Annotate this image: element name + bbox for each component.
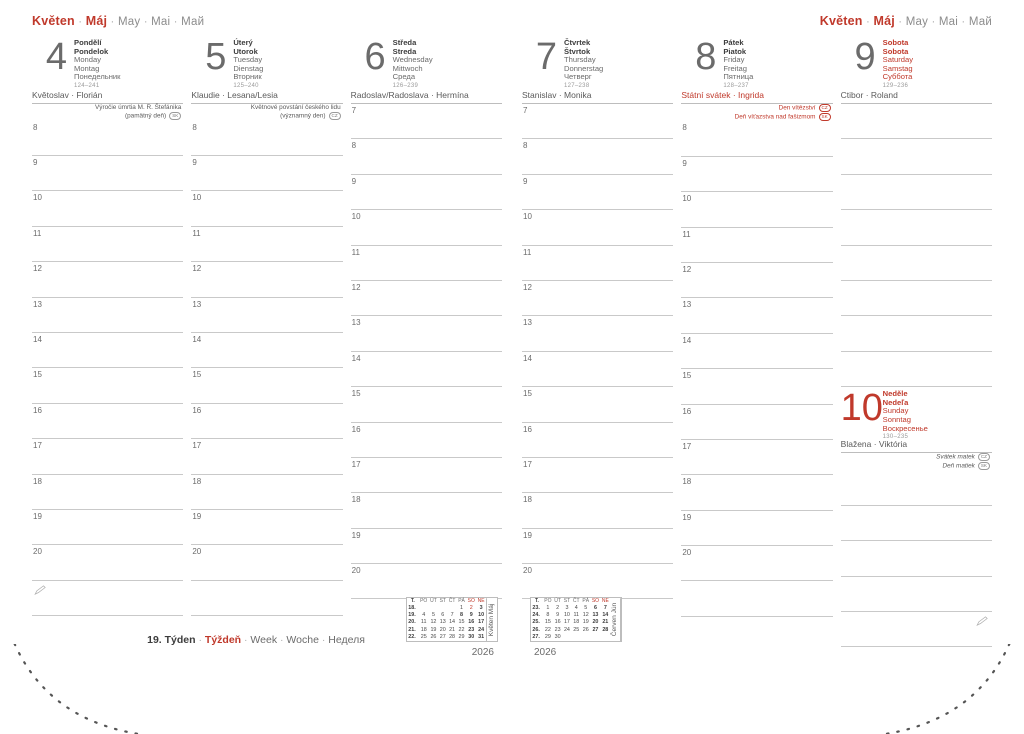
day-notes — [191, 104, 342, 121]
hour-row[interactable]: 8 — [32, 121, 183, 156]
month-header-right: Květen · Máj · May · Mai · Май — [819, 14, 992, 28]
hour-row[interactable]: 9 — [351, 175, 502, 210]
day-name-de: Montag — [74, 63, 100, 73]
day-number: 7 — [535, 36, 557, 78]
hour-row[interactable]: 14 — [681, 334, 832, 369]
left-page — [0, 0, 512, 690]
hour-row[interactable]: 17 — [681, 440, 832, 475]
day-name-en: Thursday — [564, 55, 596, 65]
hour-row[interactable]: 20 — [191, 545, 342, 580]
hour-row[interactable]: 7 — [522, 104, 673, 139]
week-number-line: 19. Týden · Týždeň · Week · Woche · Неделя — [147, 634, 365, 646]
page-corner-dots-right — [870, 644, 1020, 734]
region-badge: CZ — [819, 104, 831, 112]
hour-row[interactable]: 9 — [522, 175, 673, 210]
mini-col-su: NE — [477, 597, 485, 604]
left-day-columns — [32, 36, 502, 616]
year-label-right: 2026 — [534, 647, 557, 658]
day-name-ru: Пятница — [723, 72, 754, 82]
week-label-en: Week — [250, 634, 278, 646]
hour-row[interactable]: 12 — [681, 263, 832, 298]
mini-row: 22. 25 26 27 28 29 30 31 — [408, 633, 485, 640]
day-name-de: Donnerstag — [564, 63, 604, 73]
day-notes — [32, 104, 183, 121]
day-number: 9 — [854, 36, 876, 78]
mini-row: 23. 1 2 3 4 5 6 7 — [532, 604, 607, 611]
hour-row[interactable]: 11 — [522, 246, 673, 281]
mini-header-row — [407, 598, 486, 605]
hour-row[interactable]: 16 — [191, 404, 342, 439]
month-label-de: Mai — [151, 16, 171, 28]
mini-calendar-table[interactable] — [531, 598, 610, 641]
right-day-columns — [522, 36, 992, 647]
month-label-sk: Máj — [85, 14, 108, 28]
hour-row[interactable] — [841, 506, 992, 541]
day-name-en: Friday — [723, 55, 745, 65]
day-name-ru: Понедельник — [74, 72, 121, 82]
day-name-en: Tuesday — [233, 55, 263, 65]
day-of-year: 128–237 — [723, 82, 749, 89]
month-label-cz: Květen — [32, 14, 75, 28]
day-number: 8 — [695, 36, 717, 78]
hour-row[interactable]: 18 — [681, 475, 832, 510]
week-label-de: Woche — [286, 634, 319, 646]
hour-row[interactable]: 19 — [191, 510, 342, 545]
mini-col-th: ČT — [572, 597, 580, 604]
month-label-en: May — [905, 16, 929, 28]
month-label-sk: Máj — [873, 14, 895, 28]
hour-row[interactable]: 14 — [351, 352, 502, 387]
day-header — [681, 36, 832, 90]
day-number: 4 — [45, 36, 67, 78]
nameday-label: Stanislav · Monika — [522, 90, 673, 104]
hour-row[interactable]: 11 — [191, 227, 342, 262]
mini-row: 19. 4 5 6 7 8 9 10 — [408, 612, 485, 619]
day-name-cz: Pátek — [723, 38, 744, 47]
note-line: Deň matiek SK — [841, 462, 992, 471]
hour-row[interactable]: 19 — [522, 529, 673, 564]
day-notes — [681, 104, 832, 121]
hour-row[interactable] — [841, 352, 992, 387]
mini-col-th: ČT — [448, 597, 456, 604]
hour-row[interactable]: 14 — [191, 333, 342, 368]
day-name-en: Wednesday — [392, 55, 433, 65]
day-name-cz: Sobota — [882, 38, 909, 47]
month-label-cz: Květen — [819, 14, 863, 28]
hour-row[interactable]: 20 — [351, 564, 502, 599]
hour-row[interactable] — [841, 471, 992, 506]
day-name-ru: Среда — [392, 72, 416, 82]
hour-row[interactable]: 8 — [351, 139, 502, 174]
day-of-year: 126–239 — [392, 82, 419, 89]
day-name-de: Mittwoch — [392, 63, 423, 73]
hour-grid[interactable] — [681, 121, 832, 616]
note-line: Svátek matek CZ — [841, 453, 992, 462]
region-badge: SK — [978, 462, 990, 470]
hour-row[interactable] — [841, 281, 992, 316]
hour-row[interactable]: 13 — [351, 316, 502, 351]
day-header — [191, 36, 342, 90]
day-names — [393, 36, 433, 91]
day-name-sk: Utorok — [233, 46, 258, 56]
hour-row[interactable] — [841, 139, 992, 174]
note-row[interactable] — [841, 612, 992, 647]
hour-grid[interactable] — [351, 104, 502, 599]
mini-col-week: T. — [410, 597, 415, 604]
day-name-ru: Суббота — [882, 72, 913, 82]
hour-row[interactable]: 11 — [351, 246, 502, 281]
hour-row[interactable]: 15 — [32, 368, 183, 403]
mini-row: 21. 18 19 20 21 22 23 24 — [408, 626, 485, 633]
note-line: (významný den) CZ — [191, 112, 342, 121]
hour-row[interactable]: 13 — [191, 298, 342, 333]
week-label-cz: Týden — [164, 634, 196, 646]
hour-row[interactable]: 18 — [351, 493, 502, 528]
hour-row[interactable]: 14 — [522, 352, 673, 387]
mini-row: 20. 11 12 13 14 15 16 17 — [408, 619, 485, 626]
mini-month-label: Červen Jún — [610, 598, 621, 641]
hour-row[interactable] — [841, 210, 992, 245]
hour-row[interactable]: 13 — [32, 298, 183, 333]
hour-row[interactable]: 18 — [191, 475, 342, 510]
hour-row[interactable]: 10 — [191, 191, 342, 226]
hour-row[interactable]: 9 — [32, 156, 183, 191]
hour-row[interactable]: 17 — [351, 458, 502, 493]
region-badge: CZ — [978, 453, 990, 461]
day-name-sk: Pondelok — [74, 46, 109, 56]
day-name-sk: Sobota — [882, 46, 909, 56]
week-label-sk: Týždeň — [204, 634, 242, 646]
day-name-cz: Neděle — [882, 389, 908, 399]
hour-row[interactable]: 19 — [681, 511, 832, 546]
nameday-label: Ctibor · Roland — [841, 90, 992, 104]
day-name-ru: Воскресенье — [882, 423, 928, 433]
day-names — [233, 36, 263, 91]
pencil-icon — [976, 616, 990, 626]
hour-grid[interactable] — [841, 104, 992, 387]
day-of-year: 129–236 — [882, 82, 909, 89]
hour-row[interactable]: 16 — [681, 405, 832, 440]
week-number: 19. — [147, 634, 162, 646]
hour-row[interactable]: 20 — [522, 564, 673, 599]
hour-row[interactable]: 11 — [681, 228, 832, 263]
hour-grid[interactable] — [32, 121, 183, 616]
day-column-sunday[interactable] — [841, 387, 992, 647]
day-column-wednesday[interactable] — [351, 36, 502, 616]
mini-calendar-june[interactable] — [530, 597, 622, 642]
region-badge: SK — [819, 113, 831, 121]
day-names — [723, 36, 753, 91]
day-header — [841, 36, 992, 90]
nameday-label: Květoslav · Florián — [32, 90, 183, 104]
day-number: 5 — [205, 36, 227, 78]
day-of-year: 130–235 — [882, 434, 909, 441]
day-name-de: Freitag — [723, 63, 747, 73]
day-header — [841, 387, 992, 439]
hour-row[interactable]: 20 — [681, 546, 832, 581]
month-label-ru: Май — [968, 16, 992, 28]
day-column-tuesday[interactable] — [191, 36, 342, 616]
mini-col-week: T. — [535, 597, 539, 604]
hour-row[interactable]: 12 — [32, 262, 183, 297]
day-name-sk: Streda — [392, 46, 417, 56]
hour-row[interactable]: 15 — [522, 387, 673, 422]
hour-row[interactable]: 13 — [522, 316, 673, 351]
hour-row[interactable]: 10 — [522, 210, 673, 245]
mini-month-label: Květen Máj — [486, 598, 497, 641]
hour-grid[interactable] — [522, 104, 673, 599]
note-row[interactable] — [191, 581, 342, 616]
week-label-ru: Неделя — [328, 634, 365, 646]
hour-row[interactable]: 9 — [681, 157, 832, 192]
day-names — [564, 36, 603, 91]
hour-row[interactable]: 13 — [681, 298, 832, 333]
nameday-label: Blažena · Viktória — [841, 439, 992, 453]
mini-col-sa: SO — [591, 597, 600, 604]
hour-row[interactable]: 17 — [191, 439, 342, 474]
nameday-label: Radoslav/Radoslava · Hermína — [351, 90, 502, 104]
hour-row[interactable]: 17 — [32, 439, 183, 474]
hour-row[interactable]: 16 — [32, 404, 183, 439]
hour-row[interactable]: 16 — [351, 423, 502, 458]
hour-row[interactable]: 10 — [32, 191, 183, 226]
day-name-sk: Štvrtok — [564, 46, 591, 56]
hour-row[interactable]: 15 — [191, 368, 342, 403]
hour-row[interactable]: 18 — [32, 475, 183, 510]
mini-col-tu: ÚT — [430, 597, 437, 604]
page-corner-dots-left — [4, 644, 154, 734]
hour-row[interactable]: 14 — [32, 333, 183, 368]
note-row[interactable] — [32, 581, 183, 616]
hour-row[interactable]: 19 — [351, 529, 502, 564]
day-number: 10 — [840, 387, 883, 430]
day-column-thursday[interactable] — [522, 36, 673, 647]
month-header-left: Květen · Máj · May · Mai · Май — [32, 14, 205, 28]
pencil-icon — [34, 585, 48, 595]
day-name-cz: Pondělí — [74, 38, 102, 47]
mini-row: 27. 29 30 — [532, 633, 561, 640]
day-name-en: Sunday — [882, 406, 909, 416]
note-line: Den vítězství CZ — [681, 104, 832, 113]
mini-row: 18. 1 2 3 — [408, 604, 483, 611]
note-line: Květnové povstání českého lidu — [250, 104, 341, 111]
day-of-year: 127–238 — [564, 82, 590, 89]
mini-col-fr: PÁ — [458, 597, 465, 604]
day-name-de: Sonntag — [882, 414, 911, 424]
mini-col-we: ST — [563, 597, 571, 604]
month-label-en: May — [117, 16, 141, 28]
month-label-de: Mai — [938, 16, 959, 28]
hour-row[interactable]: 10 — [681, 192, 832, 227]
hour-row[interactable] — [841, 577, 992, 612]
mini-row: 24. 8 9 10 11 12 13 14 — [532, 612, 609, 619]
day-of-year: 124–241 — [74, 82, 100, 89]
day-name-en: Monday — [74, 55, 102, 65]
hour-row[interactable] — [841, 246, 992, 281]
hour-row[interactable] — [841, 175, 992, 210]
hour-row[interactable]: 8 — [191, 121, 342, 156]
day-names — [74, 36, 120, 91]
day-name-de: Dienstag — [233, 63, 264, 73]
hour-row[interactable]: 10 — [351, 210, 502, 245]
mini-row: 26. 22 23 24 25 26 27 28 — [532, 626, 609, 633]
day-names — [883, 387, 928, 442]
hour-row[interactable]: 8 — [522, 139, 673, 174]
hour-row[interactable]: 19 — [32, 510, 183, 545]
year-label-left: 2026 — [471, 647, 494, 658]
day-name-ru: Четверг — [564, 72, 592, 82]
region-badge: CZ — [329, 112, 341, 120]
hour-row[interactable] — [841, 316, 992, 351]
hour-grid[interactable] — [841, 471, 992, 648]
day-name-cz: Čtvrtek — [564, 38, 591, 47]
mini-col-tu: ÚT — [554, 597, 561, 604]
month-label-ru: Май — [181, 16, 205, 28]
hour-row[interactable]: 8 — [681, 121, 832, 156]
mini-col-mo: PO — [544, 597, 552, 604]
mini-col-su: NE — [601, 597, 609, 604]
note-line: Výročie úmrtia M. R. Štefánika — [95, 104, 182, 111]
mini-col-fr: PÁ — [582, 597, 590, 604]
mini-header-row — [531, 598, 610, 605]
day-number: 6 — [364, 36, 386, 78]
hour-row[interactable]: 15 — [681, 369, 832, 404]
hour-row[interactable]: 9 — [191, 156, 342, 191]
day-name-cz: Úterý — [233, 38, 253, 47]
hour-row[interactable]: 15 — [351, 387, 502, 422]
day-column-monday[interactable] — [32, 36, 183, 616]
day-header — [32, 36, 183, 90]
hour-row[interactable]: 12 — [522, 281, 673, 316]
day-column-friday[interactable] — [681, 36, 832, 647]
mini-col-sa: SO — [467, 597, 475, 604]
note-line: (pamätný deň) SK — [32, 112, 183, 121]
hour-row[interactable]: 12 — [191, 262, 342, 297]
hour-row[interactable]: 20 — [32, 545, 183, 580]
mini-col-mo: PO — [420, 597, 428, 604]
region-badge: SK — [169, 112, 181, 120]
hour-row[interactable]: 12 — [351, 281, 502, 316]
day-name-sk: Piatok — [723, 46, 747, 56]
hour-row[interactable]: 18 — [522, 493, 673, 528]
mini-col-we: ST — [439, 597, 446, 604]
day-names — [883, 36, 913, 91]
hour-grid[interactable] — [191, 121, 342, 616]
hour-row[interactable]: 17 — [522, 458, 673, 493]
day-header — [351, 36, 502, 90]
day-of-year: 125–240 — [233, 82, 259, 89]
day-name-en: Saturday — [882, 55, 914, 65]
hour-row[interactable] — [841, 104, 992, 139]
day-name-ru: Вторник — [233, 72, 262, 82]
day-notes — [841, 453, 992, 470]
note-row[interactable] — [681, 581, 832, 616]
hour-row[interactable]: 7 — [351, 104, 502, 139]
day-header — [522, 36, 673, 90]
day-name-sk: Nedeľa — [882, 397, 909, 407]
day-name-de: Samstag — [882, 63, 913, 73]
hour-row[interactable]: 11 — [32, 227, 183, 262]
nameday-label: Státní svátek · Ingrida — [681, 90, 832, 104]
right-page — [512, 0, 1024, 690]
note-line: Deň víťazstva nad fašizmom SK — [681, 113, 832, 122]
day-name-cz: Středa — [392, 38, 417, 47]
mini-row: 25. 15 16 17 18 19 20 21 — [532, 619, 609, 626]
day-column-weekend[interactable] — [841, 36, 992, 647]
hour-row[interactable]: 16 — [522, 423, 673, 458]
hour-row[interactable] — [841, 541, 992, 576]
nameday-label: Klaudie · Lesana/Lesia — [191, 90, 342, 104]
